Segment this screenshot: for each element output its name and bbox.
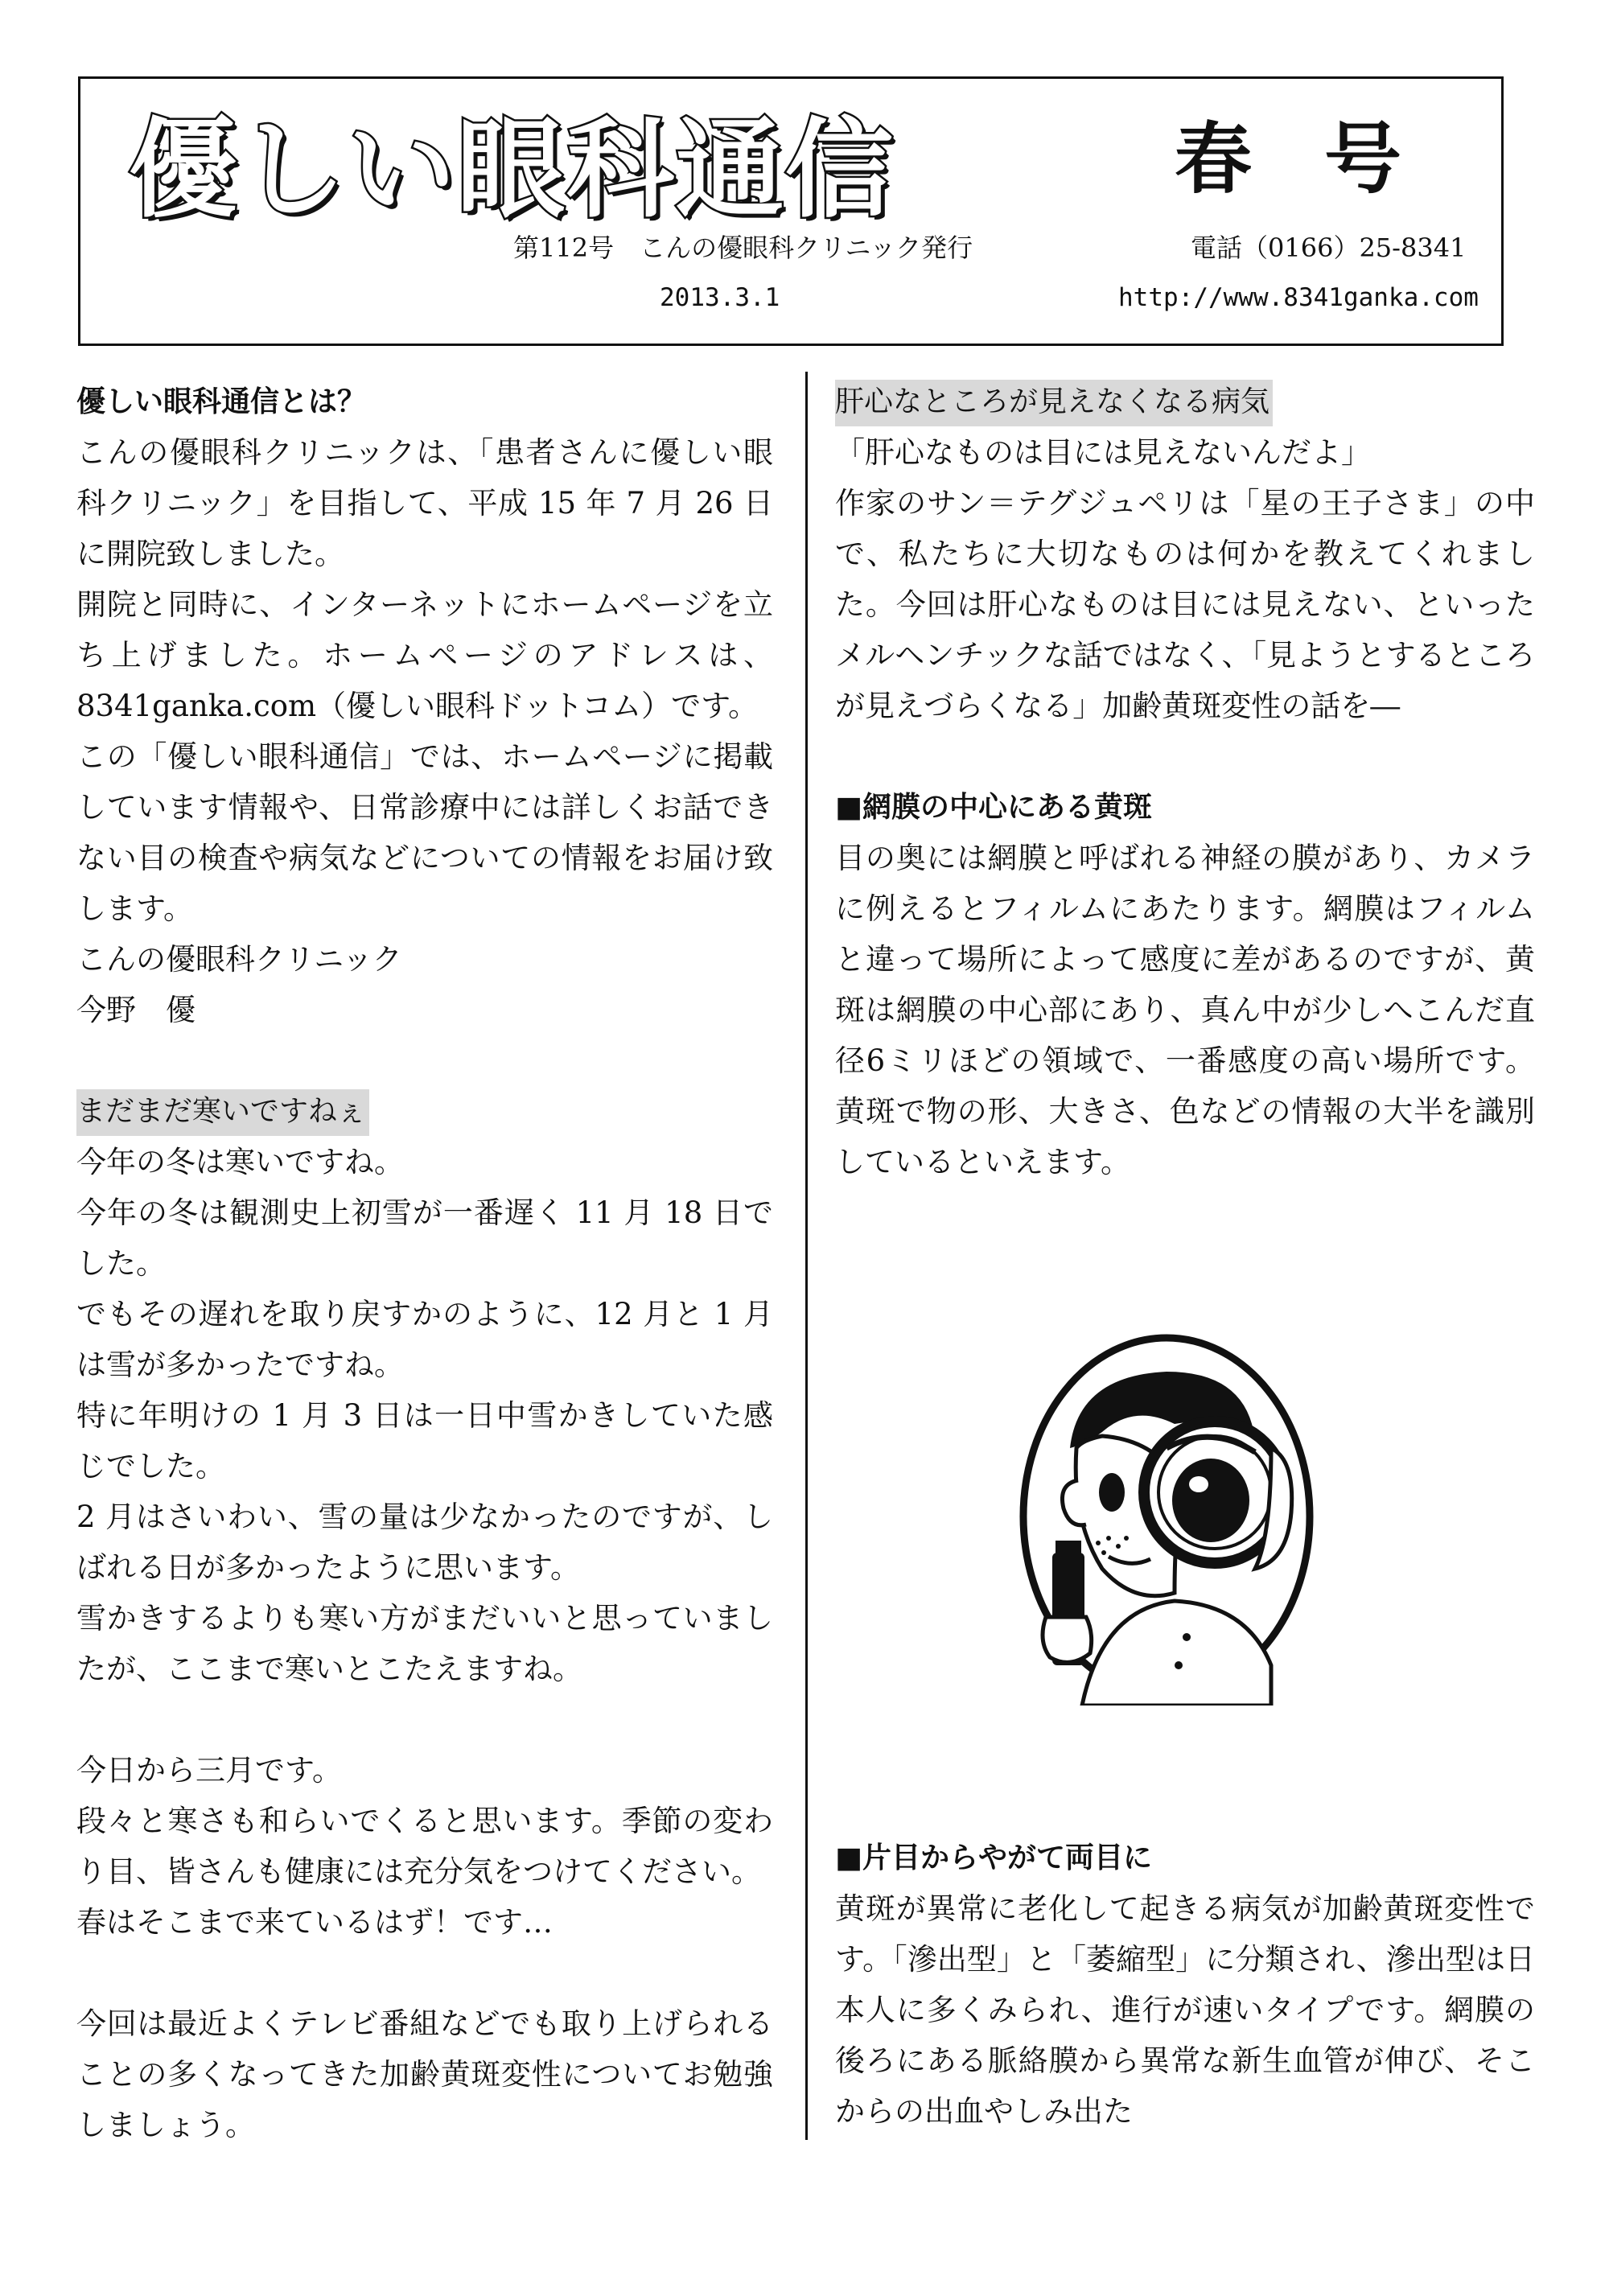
cold-paragraph: 今年の冬は寒いですね。: [76, 1145, 404, 1179]
march-paragraph: 春はそこまで来ているはず！です…: [76, 1905, 553, 1940]
cold-paragraph: でもその遅れを取り戻すかのように、12 月と 1 月は雪が多かったですね。: [76, 1297, 773, 1382]
eyes-heading: ■片目からやがて両目に: [835, 1841, 1153, 1874]
phone-number: 電話（0166）25-8341: [1191, 232, 1467, 263]
signature-clinic: こんの優眼科クリニック: [76, 942, 402, 977]
intro-paragraph: この「優しい眼科通信」では、ホームページに掲載しています情報や、日常診療中には詳しくお話できない目の検査や病気などについての情報をお届け致します。: [76, 739, 773, 926]
cold-paragraph: 雪かきするよりも寒い方がまだいいと思っていましたが、ここまで寒いとこたえますね。: [76, 1601, 773, 1686]
cold-paragraph: 2 月はさいわい、雪の量は少なかったのですが、しばれる日が多かったように思います。: [76, 1500, 773, 1585]
season-label: 春号: [1175, 114, 1474, 204]
right-column: [835, 376, 1535, 2137]
main-paragraph: 「肝心なものは目には見えないんだよ」: [835, 435, 1371, 470]
eyes-paragraph: 黄斑が異常に老化して起きる病気が加齢黄斑変性です。「滲出型」と「萎縮型」に分類され、滲出型は日本人に多くみられ、進行が速いタイプです。網膜の後ろにある脈絡膜から異常な新生血管が伸び、そこからの出血やしみ出た: [835, 1891, 1535, 2129]
march-paragraph: 今日から三月です。: [76, 1753, 343, 1788]
left-column: [76, 376, 773, 2150]
intro-paragraph: 開院と同時に、インターネットにホームページを立ち上げました。ホームページのアドレスは、8341ganka.com（優しい眼科ドットコム）です。: [76, 587, 773, 723]
main-heading: 肝心なところが見えなくなる病気: [835, 380, 1273, 426]
macula-paragraph: 目の奥には網膜と呼ばれる神経の膜があり、カメラに例えるとフィルムにあたります。網膜はフィルムと違って場所によって感度に差があるのですが、黄斑は網膜の中心部にあり、真ん中が少しへこんだ直径6ミリほどの領域で、一番感度の高い場所です。黄斑で物の形、大きさ、色などの情報の大半を識別しているといえます。: [835, 841, 1535, 1179]
intro-paragraph: こんの優眼科クリニックは、「患者さんに優しい眼科クリニック」を目指して、平成 15 年 7 月 26 日に開院致しました。: [76, 435, 773, 571]
macula-heading: ■網膜の中心にある黄斑: [835, 791, 1153, 824]
issue-date: 2013.3.1: [660, 283, 780, 312]
column-divider: [805, 372, 808, 2140]
study-paragraph: 今回は最近よくテレビ番組などでも取り上げられることの多くなってきた加齢黄斑変性についてお勉強しましょう。: [76, 2006, 773, 2142]
cold-paragraph: 特に年明けの 1 月 3 日は一日中雪かきしていた感じでした。: [76, 1398, 773, 1483]
website-url: http://www.8341ganka.com: [1118, 283, 1479, 312]
masthead: [78, 76, 1504, 346]
issue-line: 第112号 こんの優眼科クリニック発行: [513, 232, 973, 263]
main-paragraph: 作家のサン＝テグジュペリは「星の王子さま」の中で、私たちに大切なものは何かを教えてくれました。今回は肝心なものは目には見えない、といったメルヘンチックな話ではなく、「見ようとするところが見えづらくなる」加齢黄斑変性の話を―: [835, 486, 1535, 723]
cold-heading: まだまだ寒いですねぇ: [76, 1089, 369, 1136]
intro-heading: 優しい眼科通信とは？: [76, 385, 367, 418]
newsletter-title: 優しい眼科通信: [129, 107, 895, 232]
cold-paragraph: 今年の冬は観測史上初雪が一番遅く 11 月 18 日でした。: [76, 1195, 773, 1281]
doctor-magnifier-illustration: [1014, 1327, 1319, 1706]
signature-name: 今野 優: [76, 993, 195, 1027]
march-paragraph: 段々と寒さも和らいでくると思います。季節の変わり目、皆さんも健康には充分気をつけてください。: [76, 1804, 773, 1889]
